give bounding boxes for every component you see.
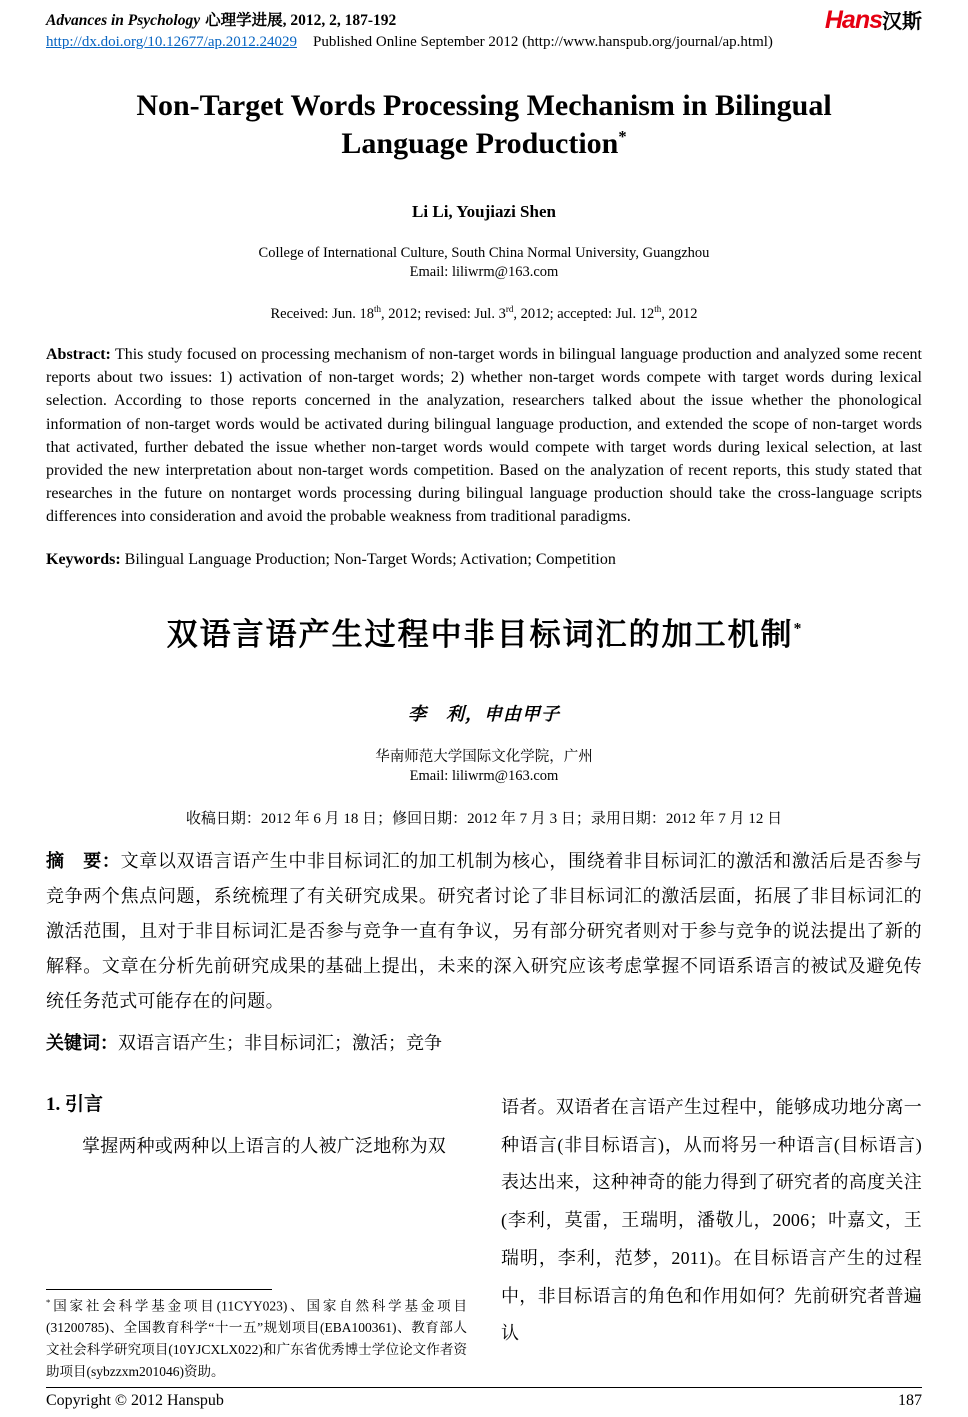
paper-title-en <box>46 87 922 162</box>
keywords-text-en: Bilingual Language Production; Non-Target Words; Activation; Competition <box>124 550 616 568</box>
footnote-text: 国家社会科学基金项目(11CYY023)、国家自然科学基金项目(31200785)、全国教育科学“十一五”规划项目(EBA100361)、教育部人文社会科学研究项目(10YJCXLX022)和广东省优秀博士学位论文作者资助项目(sybzzxm201046)资助。 <box>46 1298 467 1380</box>
affiliation-en <box>46 244 922 282</box>
footnote <box>46 1289 467 1383</box>
abstract-zh <box>46 844 922 1019</box>
journal-title-line <box>46 8 396 32</box>
keywords-label-zh: 关键词： <box>46 1032 118 1053</box>
abstract-label-en: Abstract: <box>46 346 111 364</box>
affiliation-en-text: College of International Culture, South China Normal University, Guangzhou <box>258 245 710 261</box>
paper-title-en-line1: Non-Target Words Processing Mechanism in Bilingual <box>136 89 832 122</box>
footnote-marker: * <box>46 1297 51 1308</box>
received-part: , 2012 <box>661 306 698 323</box>
received-part: , 2012; accepted: Jul. 12 <box>513 306 655 323</box>
copyright-text: Copyright © 2012 Hanspub <box>46 1391 224 1409</box>
keywords-label-en: Keywords: <box>46 550 121 568</box>
hans-logo-zh-text: 汉斯 <box>882 11 922 33</box>
page-footer <box>46 1387 922 1417</box>
ordinal-sup: th <box>654 304 662 315</box>
abstract-text-zh: 文章以双语言语产生中非目标词汇的加工机制为核心，围绕着非目标词汇的激活和激活后是否参与竞争两个焦点问题，系统梳理了有关研究成果。研究者讨论了非目标词汇的激活层面，拓展了非目标词汇的激活范围，且对于非目标词汇是否参与竞争一直有争议，另有部分研究者则对于参与竞争的说法提出了新的解释。文章在分析先前研究成果的基础上提出，未来的深入研究应该考虑掌握不同语系语言的被试及避免传统任务范式可能存在的问题。 <box>46 850 922 1011</box>
published-online-text: Published Online September 2012 (http://www.hanspub.org/journal/ap.html) <box>312 34 773 50</box>
section-1-heading: 1. 引言 <box>46 1093 104 1115</box>
authors-zh: 李 利，申由甲子 <box>408 703 560 724</box>
doi-link[interactable]: http://dx.doi.org/10.12677/ap.2012.24029 <box>46 34 297 50</box>
email-en: Email: liliwrm@163.com <box>409 264 559 281</box>
abstract-en <box>46 343 922 529</box>
hans-logo-text: Hans <box>824 6 882 34</box>
received-part: , 2012; revised: Jul. 3 <box>380 306 506 323</box>
abstract-label-zh: 摘 要： <box>46 850 121 871</box>
paper-title-zh <box>46 609 922 654</box>
hans-publisher-logo <box>825 8 922 33</box>
right-column <box>501 1089 922 1354</box>
doi-line <box>46 34 922 51</box>
journal-name-en: Advances in Psychology <box>46 12 201 29</box>
received-dates-zh: 收稿日期：2012 年 6 月 18 日；修回日期：2012 年 7 月 3 日；录用日期：2012 年 7 月 12 日 <box>185 810 783 827</box>
body-paragraph-left: 掌握两种或两种以上语言的人被广泛地称为双 <box>82 1135 446 1156</box>
paper-title-en-line2: Language Production <box>341 126 619 160</box>
title-footnote-mark-zh: * <box>793 620 802 638</box>
email-zh: Email: liliwrm@163.com <box>409 768 559 785</box>
footnote-text-block <box>46 1295 467 1383</box>
keywords-en <box>46 551 922 569</box>
page-number: 187 <box>898 1391 922 1409</box>
authors-en: Li Li, Youjiazi Shen <box>412 202 556 221</box>
ordinal-sup: th <box>373 304 381 315</box>
affiliation-zh <box>46 748 922 787</box>
abstract-text-en: This study focused on processing mechanism of non-target words in bilingual language production and analyzed some recent reports about two issues: 1) activation of non-target words; 2) whether non-target words compete with target words during lexical selection. According to those reports concerned in the analyzation, researchers talked about the issue whether the phonological information of non-target words would be activated during bilingual language production, and extended the scope of non-target words that activated, further debated the issue whether non-target words would compete with target words during lexical selection, at last provided the new interpretation about non-target words competition. Based on the analyzation of recent reports, this study stated that researches in the future on nontarget words processing during bilingual language production should take the cross-language scripts differences into consideration and avoid the probable weakness from traditional paradigms. <box>46 346 922 526</box>
received-part: Received: Jun. 18 <box>270 306 374 323</box>
body-paragraph-right: 语者。双语者在言语产生过程中，能够成功地分离一种语言(非目标语言)，从而将另一种语言(目标语言)表达出来，这种神奇的能力得到了研究者的高度关注(李利，莫雷，王瑞明，潘敬儿，2006；叶嘉文，王瑞明，李利，范梦，2011)。在目标语言产生的过程中，非目标语言的角色和作用如何？先前研究者普遍认 <box>501 1096 922 1344</box>
journal-name-zh-issue: 心理学进展, 2012, 2, 187-192 <box>205 12 397 29</box>
journal-header <box>46 8 922 51</box>
received-dates-en <box>46 304 922 323</box>
keywords-text-zh: 双语言语产生；非目标词汇；激活；竞争 <box>118 1032 442 1053</box>
keywords-zh <box>46 1029 922 1055</box>
title-footnote-mark: * <box>618 126 627 146</box>
paper-title-zh-text: 双语言语产生过程中非目标词汇的加工机制 <box>166 616 794 652</box>
ordinal-sup: rd <box>505 304 514 315</box>
affiliation-zh-text: 华南师范大学国际文化学院，广州 <box>375 748 593 765</box>
footnote-separator-rule <box>46 1289 272 1290</box>
